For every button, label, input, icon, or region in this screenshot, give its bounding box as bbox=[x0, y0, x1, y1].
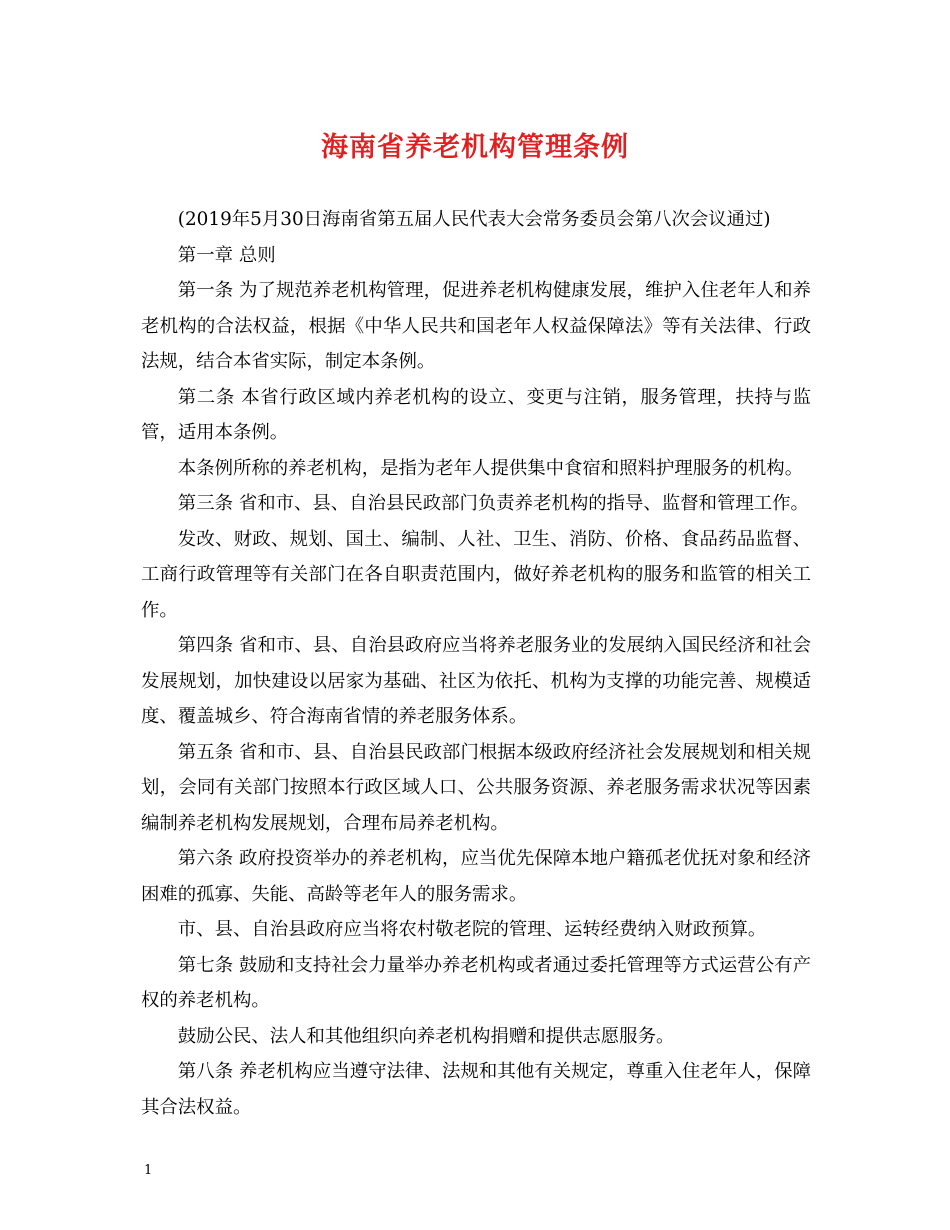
paragraph-article-3: 第三条 省和市、县、自治县民政部门负责养老机构的指导、监督和管理工作。 bbox=[177, 493, 809, 514]
paragraph-article-4: 第四条 省和市、县、自治县政府应当将养老服务业的发展纳入国民经济和社会发展规划，加快建设以居家为基础、社区为依托、机构为支撑的功能完善、规模适度、覆盖城乡、符合海南省情的养老服务体系。 bbox=[141, 635, 811, 727]
page-number: 1 bbox=[144, 1163, 153, 1178]
paragraph-adoption-note: (2019年5月30日海南省第五届人民代表大会常务委员会第八次会议通过) bbox=[177, 209, 771, 230]
paragraph-article-2: 第二条 本省行政区域内养老机构的设立、变更与注销，服务管理，扶持与监管，适用本条例。 bbox=[141, 386, 811, 443]
paragraph-article-5: 第五条 省和市、县、自治县民政部门根据本级政府经济社会发展规划和相关规划，会同有关部门按照本行政区域人口、公共服务资源、养老服务需求状况等因素编制养老机构发展规划，合理布局养老机构。 bbox=[141, 741, 811, 834]
chapter-heading: 第一章 总则 bbox=[177, 244, 276, 266]
paragraph-article-6: 第六条 政府投资举办的养老机构，应当优先保障本地户籍孤老优抚对象和经济困难的孤寡、失能、高龄等老年人的服务需求。 bbox=[141, 848, 811, 905]
paragraph-article-8: 第八条 养老机构应当遵守法律、法规和其他有关规定，尊重入住老年人，保障其合法权益。 bbox=[141, 1061, 811, 1118]
document-title: 海南省养老机构管理条例 bbox=[321, 132, 629, 163]
paragraph-article-2-definition: 本条例所称的养老机构，是指为老年人提供集中食宿和照料护理服务的机构。 bbox=[177, 457, 804, 479]
paragraph-article-6-funding: 市、县、自治县政府应当将农村敬老院的管理、运转经费纳入财政预算。 bbox=[177, 919, 767, 940]
paragraph-article-7: 第七条 鼓励和支持社会力量举办养老机构或者通过委托管理等方式运营公有产权的养老机构。 bbox=[141, 954, 811, 1011]
paragraph-article-3-departments: 发改、财政、规划、国土、编制、人社、卫生、消防、价格、食品药品监督、工商行政管理等有关部门在各自职责范围内，做好养老机构的服务和监管的相关工作。 bbox=[141, 528, 811, 621]
document-body bbox=[141, 202, 811, 1125]
paragraph-article-1: 第一条 为了规范养老机构管理，促进养老机构健康发展，维护入住老年人和养老机构的合法权益，根据《中华人民共和国老年人权益保障法》等有关法律、行政法规，结合本省实际，制定本条例。 bbox=[141, 280, 811, 372]
paragraph-article-7-donation: 鼓励公民、法人和其他组织向养老机构捐赠和提供志愿服务。 bbox=[177, 1025, 675, 1047]
